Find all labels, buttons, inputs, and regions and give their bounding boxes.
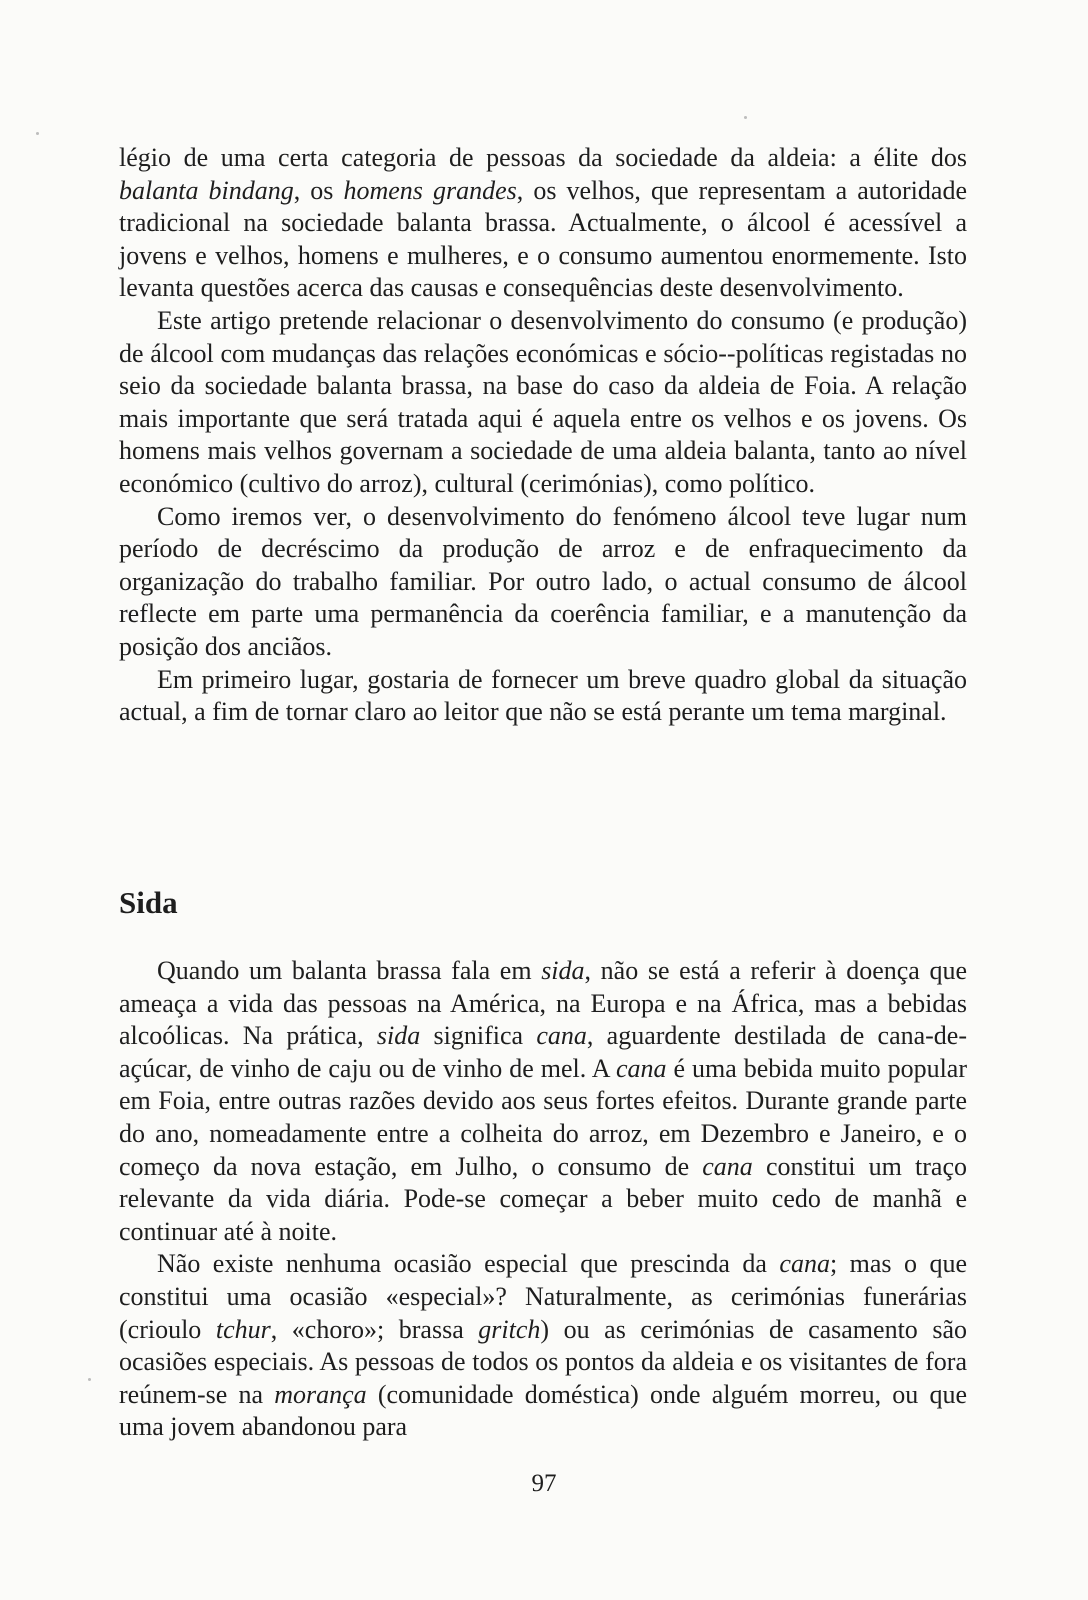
text-run: Como iremos ver, o desenvolvimento do fenómeno álcool teve lugar num período de decréscimo da produção de arroz e de enfraquecimento da organização do trabalho familiar. Por outro lado, o actual consumo de álcool reflecte em parte uma permanência da coerência familiar, e a manutenção da posição dos anciãos. <box>119 501 967 661</box>
scan-speck <box>36 132 39 135</box>
italic-term: sida <box>541 956 585 985</box>
paragraph <box>119 664 967 729</box>
italic-term: cana <box>616 1053 667 1083</box>
italic-term: cana <box>779 1249 830 1279</box>
body-text-top <box>119 142 967 729</box>
paragraph <box>119 305 967 501</box>
text-run: (comunidade doméstica) onde alguém morreu, ou que uma jovem abandonou para <box>119 1379 967 1442</box>
body-text-section <box>119 955 967 1444</box>
text-run: , aguardente destilada de cana-de-açúcar, de vinho de caju ou de vinho de mel. A <box>119 1021 968 1083</box>
text-run: , os velhos, que representam a autoridade tradicional na sociedade balanta brassa. Actualmente, o álcool é acessível a jovens e velhos, homens e mulheres, e o consumo aumentou enormemente. Isto levanta questões acerca das causas e consequências deste desenvolvimento. <box>119 175 967 303</box>
paragraph <box>119 501 967 664</box>
italic-term: homens grandes <box>343 175 517 205</box>
paragraph <box>119 142 967 305</box>
text-run: , os <box>293 175 344 205</box>
text-run: Não existe nenhuma ocasião especial que prescinda da <box>157 1249 780 1279</box>
text-run: ; mas o que constitui uma ocasião «especial»? Naturalmente, as cerimónias funerárias (crioulo <box>119 1249 968 1344</box>
page-number: 97 <box>531 1470 557 1497</box>
paragraph <box>119 955 967 1248</box>
scan-speck <box>744 116 747 119</box>
text-run: é uma bebida muito popular em Foia, entre outras razões devido aos seus fortes efeitos. Durante grande parte do ano, nomeadamente entre a colheita do arroz, em Dezembro e Janeiro, e o começo da nova estação, em Julho, o consumo de <box>119 1053 967 1181</box>
italic-term: gritch <box>478 1314 541 1344</box>
italic-term: tchur <box>215 1314 271 1344</box>
text-run: Este artigo pretende relacionar o desenvolvimento do consumo (e produção) de álcool com mudanças das relações económicas e sócio--políticas registadas no seio da sociedade balanta brassa, na base do caso da aldeia de Foia. A relação mais importante que será tratada aqui é aquela entre os velhos e os jovens. Os homens mais velhos governam a sociedade de uma aldeia balanta, tanto ao nível económico (cultivo do arroz), cultural (cerimónias), como político. <box>119 305 967 498</box>
text-run: Em primeiro lugar, gostaria de fornecer um breve quadro global da situação actual, a fim de tornar claro ao leitor que não se está perante um tema marginal. <box>119 664 967 727</box>
italic-term: cana <box>536 1021 587 1051</box>
text-run: , não se está a referir à doença que ameaça a vida das pessoas na América, na Europa e na África, mas a bebidas alcoólicas. Na prática, <box>119 956 967 1051</box>
italic-term: sida <box>376 1021 421 1051</box>
text-run: ) ou as cerimónias de casamento são ocasiões especiais. As pessoas de todos os pontos da aldeia e os visitantes de fora reúnem-se na <box>119 1314 967 1409</box>
section-heading: Sida <box>119 885 178 920</box>
italic-term: balanta bindang <box>119 175 294 205</box>
scan-speck <box>88 1378 91 1381</box>
italic-term: morança <box>274 1379 367 1409</box>
text-run: , «choro»; brassa <box>270 1314 479 1344</box>
paragraph <box>119 1248 967 1444</box>
text-run: légio de uma certa categoria de pessoas da sociedade da aldeia: a élite dos <box>119 143 967 172</box>
italic-term: cana <box>702 1151 753 1181</box>
text-run: significa <box>420 1021 537 1051</box>
text-run: constitui um traço relevante da vida diária. Pode-se começar a beber muito cedo de manhã e continuar até à noite. <box>119 1151 967 1246</box>
text-run: Quando um balanta brassa fala em <box>157 956 542 985</box>
